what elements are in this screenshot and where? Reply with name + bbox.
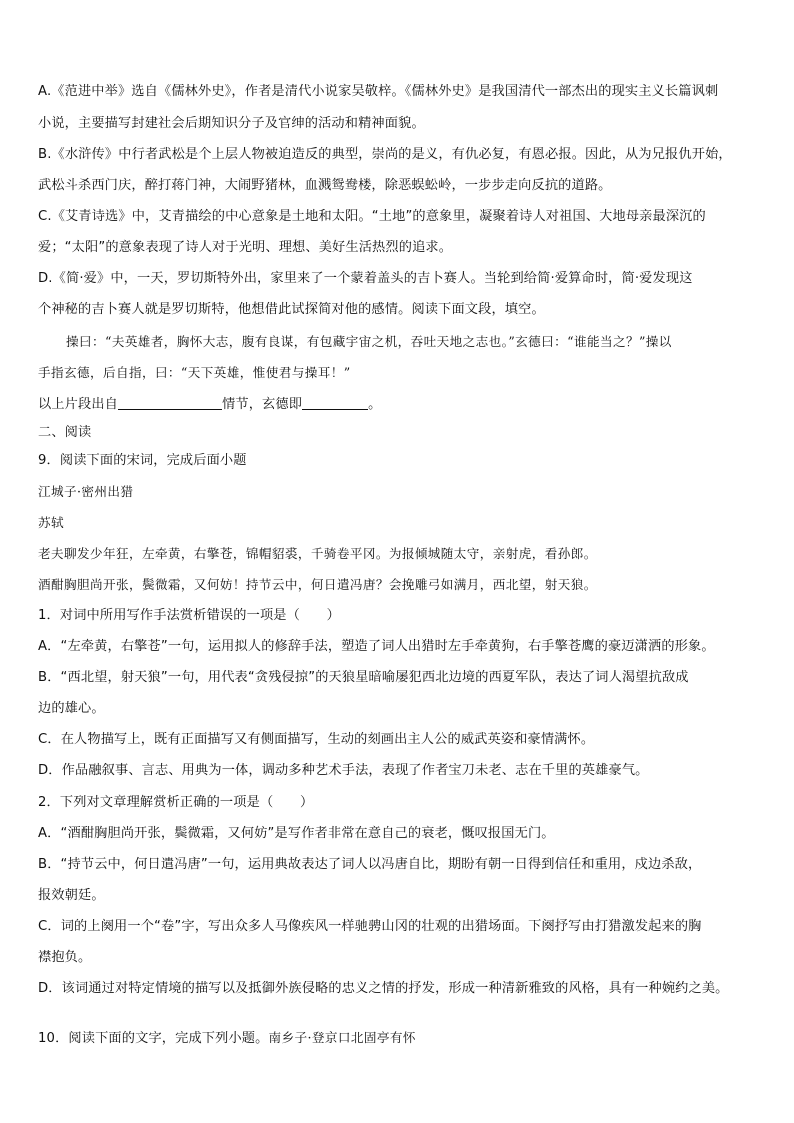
fill-blank-text-2: 情节，玄德即 [222, 397, 303, 412]
question-2-option-c-line-2: 襟抱负。 [38, 950, 92, 965]
excerpt-line-1: 操曰：“夫英雄者，胸怀大志，腹有良谋，有包藏宇宙之机，吞吐天地之志也。”玄德曰：“谁能当之？”操以 [66, 334, 672, 349]
fill-blank-text-3: 。 [368, 397, 382, 412]
poem-author: 苏轼 [38, 515, 64, 530]
option-d-line-2: 个神秘的吉卜赛人就是罗切斯特，他想借此试探简对他的感情。阅读下面文段，填空。 [38, 302, 545, 317]
question-1-option-b-line-1: B．“西北望，射天狼”一句，用代表“贪残侵掠”的天狼星暗喻屡犯西北边境的西夏军队，表达了词人渴望抗敌成 [38, 670, 689, 685]
question-2-option-b-line-1: B．“持节云中，何日遣冯唐”一句，运用典故表达了词人以冯唐自比，期盼有朝一日得到信任和重用，戍边杀敌， [38, 857, 702, 872]
fill-blank-text-1: 以上片段出自 [38, 397, 119, 412]
question-1-option-d: D．作品融叙事、言志、用典为一体，调动多种艺术手法，表现了作者宝刀未老、志在千里的英雄豪气。 [38, 763, 649, 778]
option-a-line-2: 小说，主要描写封建社会后期知识分子及官绅的活动和精神面貌。 [38, 116, 425, 131]
option-c-line-2: 爱；“太阳”的意象表现了诗人对于光明、理想、美好生活热烈的追求。 [38, 240, 453, 255]
answer-blank-2[interactable] [302, 397, 368, 410]
option-a-line-1: A.《范进中举》选自《儒林外史》，作者是清代小说家吴敬梓。《儒林外史》是我国清代一部杰出的现实主义长篇讽刺 [38, 84, 719, 99]
option-c-line-1: C.《艾青诗选》中，艾青描绘的中心意象是土地和太阳。“土地”的意象里，凝聚着诗人对祖国、大地母亲最深沉的 [38, 209, 706, 224]
poem-line-1: 老夫聊发少年狂，左牵黄，右擎苍，锦帽貂裘，千骑卷平冈。为报倾城随太守，亲射虎，看孙郎。 [38, 546, 597, 561]
excerpt-line-2: 手指玄德，后自指，曰：“天下英雄，惟使君与操耳！” [38, 365, 351, 380]
option-d-line-1: D.《简·爱》中，一天，罗切斯特外出，家里来了一个蒙着盖头的吉卜赛人。当轮到给简·爱算命时，简·爱发现这 [38, 271, 693, 286]
option-b-line-2: 武松斗杀西门庆，醉打蒋门神，大闹野猪林，血溅鸳鸯楼，除恶蜈蚣岭，一步步走向反抗的道路。 [38, 178, 612, 193]
question-2-option-d: D．该词通过对特定情境的描写以及抵御外族侵略的忠义之情的抒发，形成一种清新雅致的风格，具有一种婉约之美。 [38, 981, 729, 996]
question-2-option-b-line-2: 报效朝廷。 [38, 888, 105, 903]
question-1-option-a: A．“左牵黄，右擎苍”一句，运用拟人的修辞手法，塑造了词人出猎时左手牵黄狗，右手擎苍鹰的豪迈潇洒的形象。 [38, 639, 715, 654]
question-1-option-b-line-2: 边的雄心。 [38, 701, 105, 716]
question-1-option-c: C．在人物描写上，既有正面描写又有侧面描写，生动的刻画出主人公的威武英姿和豪情满怀。 [38, 732, 595, 747]
question-9-prompt: 9．阅读下面的宋词，完成后面小题 [38, 453, 247, 468]
question-1-stem: 1．对词中所用写作手法赏析错误的一项是（ ） [38, 608, 340, 623]
section-heading: 二、阅读 [38, 425, 92, 440]
poem-line-2: 酒酣胸胆尚开张，鬓微霜，又何妨！持节云中，何日遣冯唐？会挽雕弓如满月，西北望，射天狼。 [38, 577, 597, 592]
answer-blank-1[interactable] [118, 397, 222, 410]
question-2-option-c-line-1: C．词的上阕用一个“卷”字，写出众多人马像疾风一样驰骋山冈的壮观的出猎场面。下阕抒写由打猎激发起来的胸 [38, 919, 702, 934]
question-2-stem: 2．下列对文章理解赏析正确的一项是（ ） [38, 795, 314, 810]
fill-blank-line [38, 397, 766, 413]
question-10-text: 10．阅读下面的文字，完成下列小题。 [38, 1031, 269, 1046]
question-2-option-a: A．“酒酣胸胆尚开张，鬓微霜，又何妨”是写作者非常在意自己的衰老，慨叹报国无门。 [38, 826, 555, 841]
poem-title: 江城子·密州出猎 [38, 484, 134, 499]
question-10-poem-title: 南乡子·登京口北固亭有怀 [268, 1030, 416, 1045]
option-b-line-1: B.《水浒传》中行者武松是个上层人物被迫造反的典型，崇尚的是义，有仇必复，有恩必报。因此，从为兄报仇开始， [38, 147, 732, 162]
question-10-prompt [38, 1030, 766, 1047]
